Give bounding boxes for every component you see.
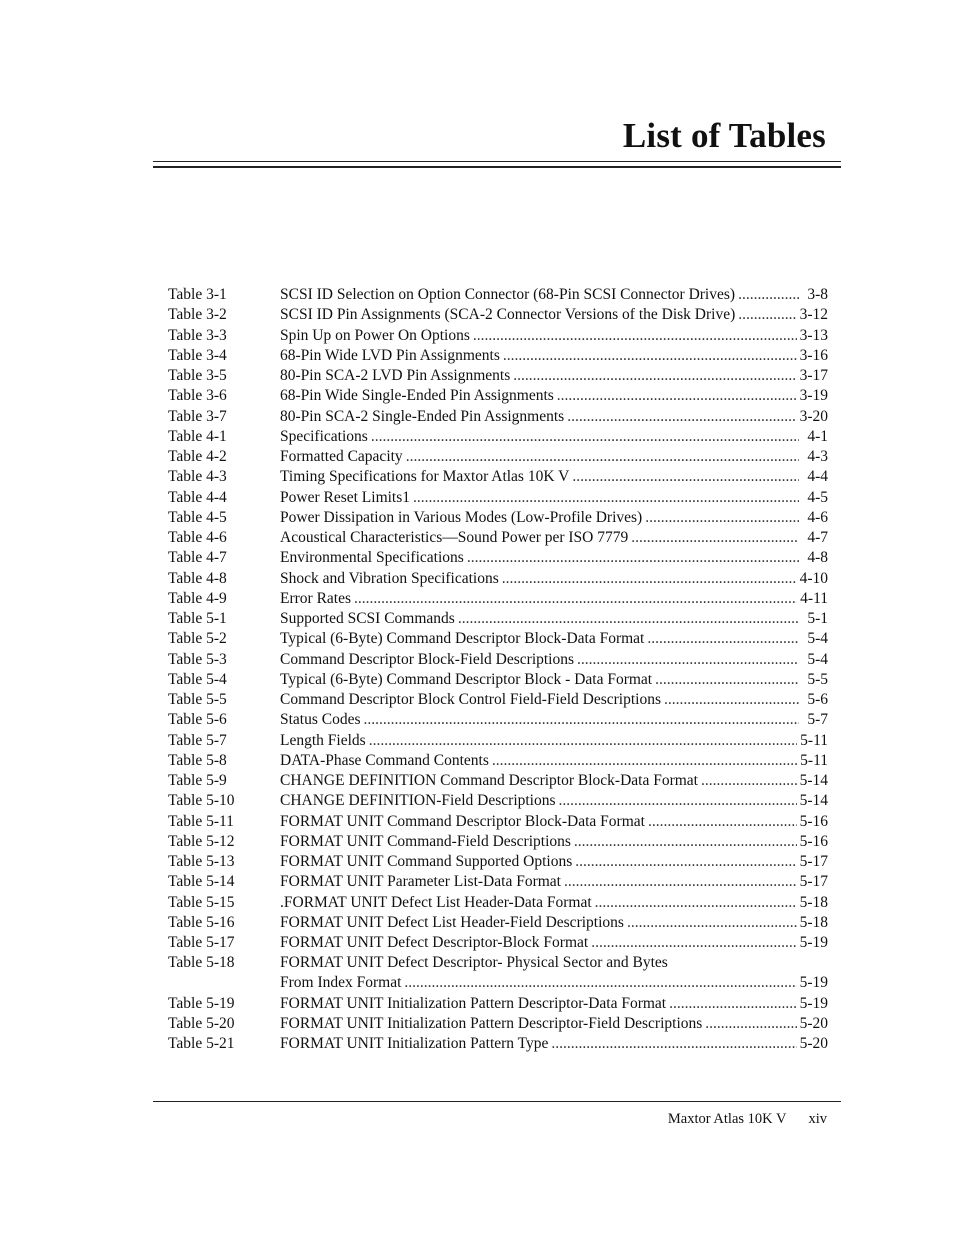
toc-entry[interactable]: [168, 771, 828, 791]
toc-entry-page: 4-3: [807, 448, 828, 465]
toc-entry[interactable]: [168, 528, 828, 548]
toc-entry[interactable]: [168, 812, 828, 832]
toc-entry-body: [280, 832, 828, 852]
dot-leader: [701, 771, 797, 791]
toc-entry-page: 5-16: [799, 812, 828, 830]
toc-entry-title: FORMAT UNIT Parameter List-Data Format: [280, 873, 561, 891]
toc-entry-title: FORMAT UNIT Defect Descriptor-Block Format: [280, 934, 589, 951]
toc-entry-page: 5-19: [799, 934, 828, 951]
toc-entry-title: 68-Pin Wide LVD Pin Assignments: [280, 346, 500, 364]
toc-entry-body: [280, 731, 828, 751]
toc-entry-body: [280, 771, 828, 791]
toc-entry-page: 5-17: [799, 873, 828, 891]
toc-entry-page: 5-18: [799, 893, 828, 911]
footer-product-name: Maxtor Atlas 10K V: [667, 1111, 787, 1127]
toc-entry-body: [280, 852, 828, 872]
dot-leader: [738, 285, 799, 305]
toc-entry-label: Table 5-10: [168, 792, 235, 810]
toc-entry-title: FORMAT UNIT Initialization Pattern Type: [280, 1035, 549, 1053]
toc-entry[interactable]: [168, 933, 828, 953]
toc-entry-title: Power Reset Limits1: [280, 488, 411, 506]
toc-entry-title: SCSI ID Selection on Option Connector (68-Pin SCSI Connector Drives): [280, 286, 736, 303]
toc-entry-page: 5-1: [807, 610, 828, 627]
toc-entry-title: Shock and Vibration Specifications: [280, 569, 499, 587]
toc-entry[interactable]: [168, 731, 828, 751]
dot-leader: [567, 407, 796, 427]
toc-entry-page: 4-7: [807, 529, 828, 546]
toc-entry-body: [280, 467, 828, 487]
toc-entry-label: Table 5-17: [168, 934, 235, 951]
toc-entry-label: Table 3-7: [168, 407, 227, 425]
toc-entry-body: [280, 488, 828, 508]
dot-leader: [575, 852, 796, 872]
toc-entry-body: [280, 872, 828, 892]
toc-entry-label: Table 3-5: [168, 367, 227, 384]
toc-entry-label: Table 5-12: [168, 832, 235, 850]
dot-leader: [458, 609, 799, 629]
toc-entry-title: 68-Pin Wide Single-Ended Pin Assignments: [280, 387, 554, 405]
toc-entry-page: 5-17: [799, 853, 828, 870]
toc-entry-body: [280, 427, 828, 447]
toc-entry-label: Table 5-2: [168, 630, 227, 648]
dot-leader: [364, 710, 799, 730]
dot-leader: [513, 366, 796, 386]
toc-entry-page: 3-12: [799, 306, 828, 324]
toc-entry-title: Acoustical Characteristics—Sound Power per ISO 7779: [280, 529, 629, 546]
toc-entry-label: Table 4-5: [168, 508, 227, 526]
toc-entry-body: [280, 366, 828, 386]
toc-entry-title: Environmental Specifications: [280, 549, 464, 567]
toc-entry-label: Table 3-4: [168, 346, 227, 364]
toc-entry-label: Table 3-3: [168, 326, 227, 344]
toc-entry-label: Table 5-5: [168, 691, 227, 708]
toc-entry-label: Table 5-11: [168, 812, 234, 830]
toc-entry-page: 3-13: [799, 326, 828, 344]
toc-entry-label: Table 5-1: [168, 610, 227, 627]
dot-leader: [572, 467, 799, 487]
toc-entry-body: [280, 710, 828, 730]
toc-entry-body: [280, 751, 828, 771]
toc-entry-page: 4-11: [800, 589, 828, 607]
toc-entry-body: [280, 528, 828, 548]
toc-entry-title: CHANGE DEFINITION-Field Descriptions: [280, 792, 556, 810]
toc-entry-title-continued: From Index Format: [280, 974, 402, 992]
dot-leader: [473, 326, 797, 346]
footer-rule: [153, 1101, 841, 1102]
toc-entry-title: Timing Specifications for Maxtor Atlas 10K V: [280, 468, 570, 486]
toc-entry-body: [280, 812, 828, 832]
toc-entry-label: Table 5-18: [168, 954, 235, 972]
toc-entry[interactable]: [168, 589, 828, 609]
toc-entry-label: Table 5-21: [168, 1035, 235, 1053]
dot-leader: [645, 508, 799, 528]
toc-entry[interactable]: [168, 994, 828, 1014]
toc-entry-page: 5-4: [807, 630, 828, 648]
toc-entry[interactable]: [168, 569, 828, 589]
title-rule-thin: [153, 161, 841, 162]
toc-entry-title: Status Codes: [280, 711, 361, 729]
dot-leader: [371, 427, 799, 447]
toc-entry-label: Table 5-16: [168, 913, 235, 931]
toc-entry-page: 3-17: [799, 367, 828, 384]
toc-entry-page: 5-5: [807, 670, 828, 688]
toc-entry-page: 5-19: [799, 974, 828, 992]
toc-entry-page: 5-14: [799, 772, 828, 789]
toc-entry-title: Command Descriptor Block Control Field-Field Descriptions: [280, 691, 661, 708]
toc-entry[interactable]: [168, 710, 828, 730]
toc-entry[interactable]: [168, 467, 828, 487]
toc-entry-body: [280, 994, 828, 1014]
toc-entry-title: Supported SCSI Commands: [280, 610, 455, 627]
toc-entry-page: 5-20: [799, 1015, 828, 1032]
toc-entry-title: FORMAT UNIT Command-Field Descriptions: [280, 832, 571, 850]
dot-leader: [655, 670, 799, 690]
toc-entry-title: Spin Up on Power On Options: [280, 326, 470, 344]
toc-entry-page: 5-11: [800, 731, 828, 749]
dot-leader: [354, 589, 797, 609]
toc-entry-title: Typical (6-Byte) Command Descriptor Block - Data Format: [280, 670, 653, 688]
toc-entry-title: FORMAT UNIT Initialization Pattern Descriptor-Data Format: [280, 994, 667, 1012]
toc-entry-title: Typical (6-Byte) Command Descriptor Block-Data Format: [280, 630, 645, 648]
toc-entry-label: Table 4-8: [168, 569, 227, 587]
dot-leader: [574, 832, 797, 852]
toc-entry-title: Length Fields: [280, 731, 366, 749]
toc-entry[interactable]: [168, 670, 828, 690]
footer-page-number: xiv: [808, 1111, 827, 1127]
toc-entry-title: 80-Pin SCA-2 LVD Pin Assignments: [280, 367, 511, 384]
toc-entry-page: 5-4: [807, 650, 828, 668]
toc-entry-title: FORMAT UNIT Command Supported Options: [280, 853, 573, 870]
toc-entry[interactable]: [168, 346, 828, 366]
toc-entry-title: Error Rates: [280, 589, 352, 607]
toc-entry-page: 4-10: [799, 569, 828, 587]
toc-entry-body: [280, 326, 828, 346]
toc-entry[interactable]: [168, 872, 828, 892]
toc-entry-body: [280, 285, 828, 305]
toc-entry-label: Table 4-3: [168, 468, 227, 486]
toc-entry-label: Table 4-1: [168, 427, 227, 445]
toc-entry[interactable]: [168, 285, 828, 305]
toc-entry-title: CHANGE DEFINITION Command Descriptor Block-Data Format: [280, 772, 698, 789]
toc-entry-body: [280, 933, 828, 953]
toc-entry-page: 5-7: [807, 711, 828, 729]
toc-entry-label: Table 4-7: [168, 549, 227, 567]
toc-entry-label: Table 5-9: [168, 772, 227, 789]
toc-entry-title: Command Descriptor Block-Field Descriptions: [280, 650, 575, 668]
toc-entry-label: Table 4-6: [168, 529, 227, 546]
toc-entry-body: [280, 953, 828, 993]
toc-entry-body: [280, 569, 828, 589]
dot-leader: [705, 1014, 796, 1034]
toc-entry[interactable]: [168, 1034, 828, 1054]
dot-leader: [669, 994, 796, 1014]
toc-entry-body: [280, 1034, 828, 1054]
toc-entry-page: 5-18: [799, 913, 828, 931]
toc-entry[interactable]: [168, 447, 828, 467]
toc-entry-label: Table 5-19: [168, 994, 235, 1012]
toc-entry-page: 4-5: [807, 488, 828, 506]
toc-entry-label: Table 5-6: [168, 711, 227, 729]
toc-entry-page: 5-11: [800, 751, 828, 769]
toc-entry-title: 80-Pin SCA-2 Single-Ended Pin Assignments: [280, 407, 565, 425]
toc-entry[interactable]: [168, 913, 828, 933]
toc-entry[interactable]: [168, 751, 828, 771]
toc-entry-body: [280, 1014, 828, 1034]
toc-entry-page: 4-4: [807, 468, 828, 486]
toc-entry-page: 4-1: [807, 427, 828, 445]
toc-entry[interactable]: [168, 791, 828, 811]
toc-entry[interactable]: [168, 366, 828, 386]
toc-entry[interactable]: [168, 305, 828, 325]
toc-entry-title: DATA-Phase Command Contents: [280, 751, 489, 769]
dot-leader: [502, 569, 797, 589]
toc-entry-body: [280, 447, 828, 467]
dot-leader: [404, 973, 796, 993]
toc-entry-label: Table 3-1: [168, 286, 227, 303]
page-footer: [668, 1111, 827, 1128]
toc-entry-body: [280, 407, 828, 427]
toc-entry-title: Specifications: [280, 427, 368, 445]
toc-entry-label: Table 5-13: [168, 853, 235, 870]
dot-leader: [557, 386, 797, 406]
toc-entry-page: 4-6: [807, 508, 828, 526]
toc-entry-body: [280, 386, 828, 406]
toc-entry[interactable]: [168, 852, 828, 872]
toc-entry-body: [280, 548, 828, 568]
toc-entry-page: 3-16: [799, 346, 828, 364]
toc-entry-label: Table 5-8: [168, 751, 227, 769]
toc-entry-body: [280, 346, 828, 366]
toc-entry-label: Table 4-9: [168, 589, 227, 607]
toc-entry[interactable]: [168, 326, 828, 346]
dot-leader: [564, 872, 797, 892]
toc-entry[interactable]: [168, 650, 828, 670]
toc-entry-label: Table 4-4: [168, 488, 227, 506]
dot-leader: [503, 346, 797, 366]
toc-entry[interactable]: [168, 690, 828, 710]
toc-entry-body: [280, 670, 828, 690]
toc-entry-body: [280, 589, 828, 609]
toc-entry-page: 5-14: [799, 792, 828, 810]
toc-entry-title: FORMAT UNIT Command Descriptor Block-Data Format: [280, 812, 645, 830]
toc-entry-title: SCSI ID Pin Assignments (SCA-2 Connector Versions of the Disk Drive): [280, 306, 736, 324]
dot-leader: [551, 1034, 796, 1054]
toc-entry-page: 5-19: [799, 994, 828, 1012]
toc-entry-title: Formatted Capacity: [280, 448, 403, 465]
dot-leader: [664, 690, 799, 710]
toc-entry-title: FORMAT UNIT Initialization Pattern Descriptor-Field Descriptions: [280, 1015, 703, 1032]
dot-leader: [406, 447, 799, 467]
toc-entry-body: [280, 791, 828, 811]
toc-entry-label: Table 5-4: [168, 670, 227, 688]
toc-entry-label: Table 5-20: [168, 1015, 235, 1032]
dot-leader: [467, 548, 799, 568]
toc-entry-body: [280, 305, 828, 325]
toc-entry[interactable]: [168, 832, 828, 852]
toc-entry-body: [280, 609, 828, 629]
toc-entry-body: [280, 893, 828, 913]
toc-entry-page: 3-20: [799, 407, 828, 425]
dot-leader: [595, 893, 797, 913]
title-rule-thick: [153, 166, 841, 168]
dot-leader: [577, 650, 799, 670]
toc-entry-body: [280, 629, 828, 649]
page-title: List of Tables: [622, 116, 826, 155]
toc-entry-label: Table 5-7: [168, 731, 227, 749]
toc-entry-title: .FORMAT UNIT Defect List Header-Data Format: [280, 893, 592, 911]
dot-leader: [492, 751, 797, 771]
dot-leader: [369, 731, 797, 751]
toc-entry[interactable]: [168, 427, 828, 447]
toc-entry-label: Table 5-3: [168, 650, 227, 668]
toc-entry-page: 4-8: [807, 549, 828, 567]
toc-entry[interactable]: [168, 609, 828, 629]
toc-entry[interactable]: [168, 548, 828, 568]
toc-entry[interactable]: [168, 1014, 828, 1034]
toc-entry-label: Table 5-15: [168, 893, 235, 911]
toc-entry-label: Table 4-2: [168, 448, 227, 465]
dot-leader: [647, 629, 799, 649]
toc-entry-page: 3-19: [799, 387, 828, 405]
dot-leader: [738, 305, 796, 325]
toc-entry-title: Power Dissipation in Various Modes (Low-Profile Drives): [280, 508, 643, 526]
toc-entry[interactable]: [168, 488, 828, 508]
dot-leader: [627, 913, 797, 933]
toc-entry-title: FORMAT UNIT Defect Descriptor- Physical Sector and Bytes: [280, 954, 668, 972]
dot-leader: [591, 933, 796, 953]
toc-entry-page: 5-6: [807, 691, 828, 708]
toc-entry-page: 3-8: [807, 286, 828, 303]
dot-leader: [631, 528, 799, 548]
toc-entry-title: FORMAT UNIT Defect List Header-Field Descriptions: [280, 913, 624, 931]
toc-entry-label: Table 5-14: [168, 873, 235, 891]
toc-entry[interactable]: [168, 893, 828, 913]
toc-entry-body: [280, 690, 828, 710]
toc-entry[interactable]: [168, 407, 828, 427]
toc-entry-label: Table 3-6: [168, 387, 227, 405]
toc-entry-page: 5-20: [799, 1035, 828, 1053]
dot-leader: [648, 812, 797, 832]
toc-entry-page: 5-16: [799, 832, 828, 850]
table-of-tables-list: [168, 285, 828, 1055]
toc-entry[interactable]: [168, 953, 828, 994]
toc-entry-body: [280, 650, 828, 670]
toc-entry[interactable]: [168, 629, 828, 649]
toc-entry[interactable]: [168, 386, 828, 406]
toc-entry-body: [280, 913, 828, 933]
toc-entry-label: Table 3-2: [168, 306, 227, 324]
toc-entry[interactable]: [168, 508, 828, 528]
toc-entry-body: [280, 508, 828, 528]
dot-leader: [559, 791, 797, 811]
dot-leader: [413, 488, 799, 508]
